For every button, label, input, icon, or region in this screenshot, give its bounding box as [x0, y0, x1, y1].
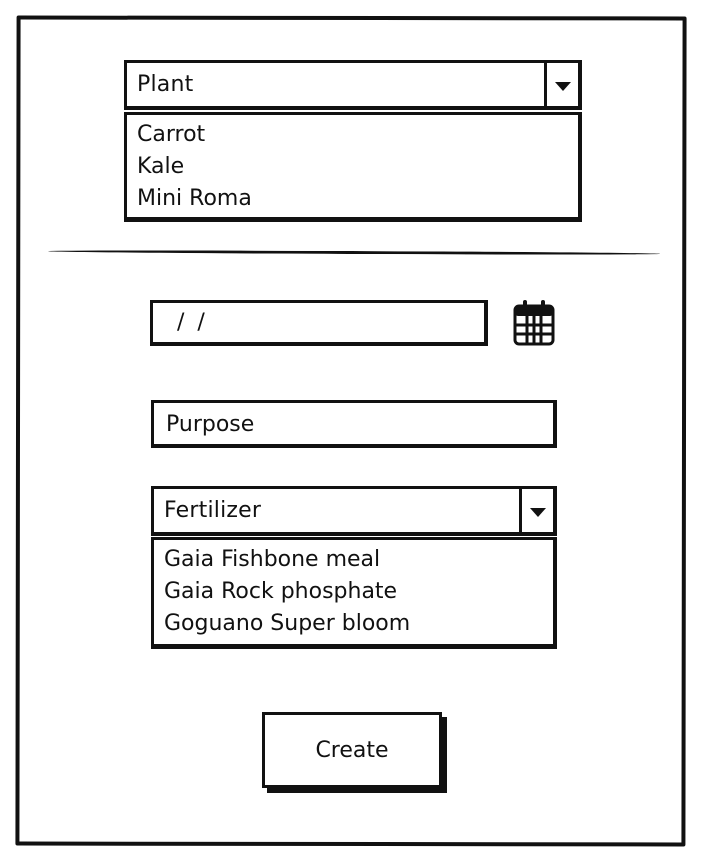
fertilizer-select-toggle[interactable]	[519, 489, 553, 532]
plant-options-list	[124, 112, 582, 222]
purpose-input[interactable]	[151, 400, 557, 448]
plant-select-value: Plant	[137, 72, 194, 97]
chevron-down-icon	[555, 82, 571, 91]
date-input-value: / /	[177, 310, 208, 335]
fertilizer-option[interactable]: Gaia Rock phosphate	[164, 579, 398, 604]
date-input[interactable]	[150, 300, 488, 346]
fertilizer-option[interactable]: Goguano Super bloom	[164, 611, 411, 636]
plant-option[interactable]: Mini Roma	[137, 186, 252, 211]
plant-option[interactable]: Kale	[137, 154, 185, 179]
plant-select[interactable]	[124, 60, 582, 110]
purpose-input-value: Purpose	[166, 412, 255, 437]
plant-select-toggle[interactable]	[544, 63, 578, 106]
fertilizer-select[interactable]	[151, 486, 557, 536]
plant-option[interactable]: Carrot	[137, 122, 206, 147]
fertilizer-option[interactable]: Gaia Fishbone meal	[164, 547, 381, 572]
fertilizer-options-list	[151, 537, 557, 649]
fertilizer-select-value: Fertilizer	[164, 498, 262, 523]
chevron-down-icon	[530, 508, 546, 517]
calendar-icon[interactable]	[512, 299, 556, 347]
create-button[interactable]: Create	[262, 712, 442, 788]
